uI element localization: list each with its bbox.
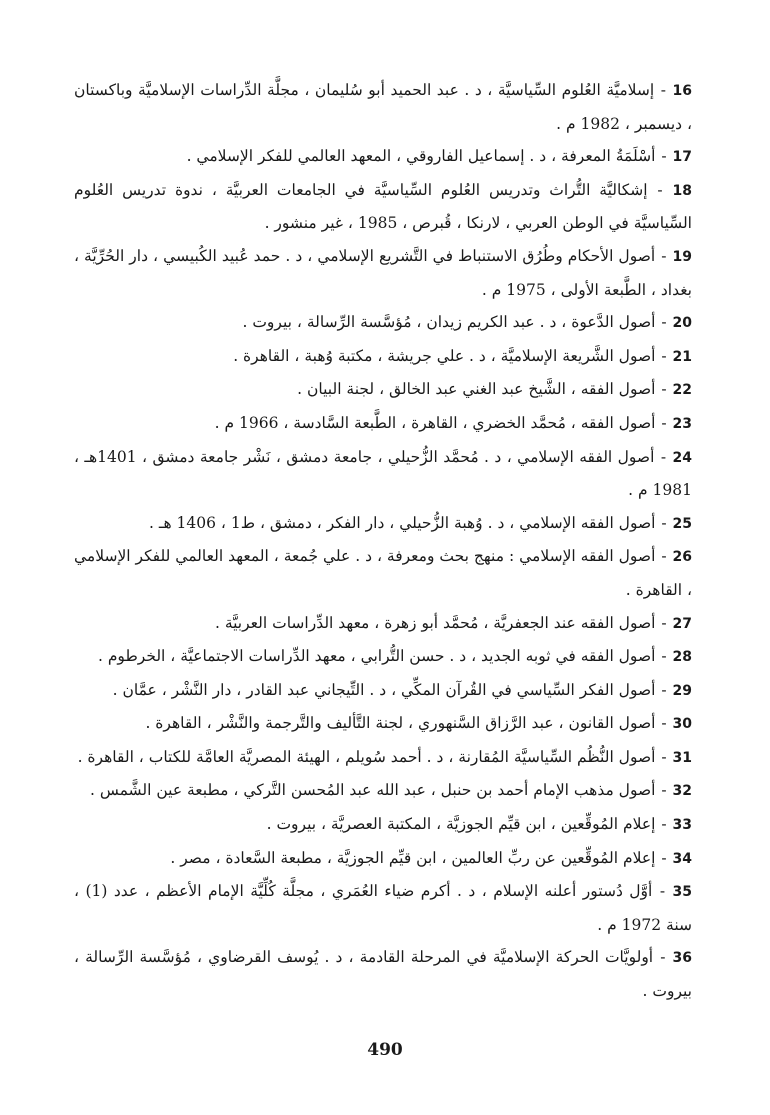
reference-text: إعلام المُوقِّعين عن ربِّ العالمين ، ابن قيِّم الجوزيَّة ، مطبعة السَّعادة ، مصر .	[170, 848, 656, 867]
reference-number: 36	[672, 950, 693, 967]
reference-entry-28: 28 - أصول الفقه في ثوبه الجديد ، د . حسن التُّرابي ، معهد الدِّراسات الاجتماعيَّة ، الخرطوم .	[97, 647, 692, 666]
reference-text: أصول الفقه عند الجعفريَّة ، مُحمَّد أبو زهرة ، معهد الدِّراسات العربيَّة .	[214, 613, 656, 632]
reference-entry-23: 23 - أصول الفقه ، مُحمَّد الخضري ، القاهرة ، الطَّبعة السَّادسة ، 1966 م .	[214, 413, 692, 432]
reference-text: إسلاميَّة العُلوم السِّياسيَّة ، د . عبد الحميد أبو سُليمان ، مجلَّة الدِّراسات الإسلاميَّة وباكستان ، ديسمبر ، 1982 م .	[74, 81, 692, 133]
reference-number: 26	[672, 549, 693, 566]
reference-text: أصول الفقه الإسلامي ، د . وُهبة الزُّحيلي ، دار الفكر ، دمشق ، ط1 ، 1406 هـ .	[149, 513, 656, 532]
reference-text: أسْلَمَةُ المعرفة ، د . إسماعيل الفاروقي ، المعهد العالمي للفكر الإسلامي .	[186, 147, 656, 166]
reference-text: إشكاليَّة التُّراث وتدريس العُلوم السِّياسيَّة في الجامعات العربيَّة ، ندوة تدريس العُلوم السِّياسيَّة في الوطن العربي ، لارنكا ، قُبرص ، 1985 ، غير منشور .	[74, 180, 692, 233]
reference-number: 16	[672, 83, 692, 99]
reference-entry-35: 35 - أوَّل دُستور أعلنه الإسلام ، د . أكرم ضياء العُمَري ، مجلَّة كُلِّيَّة الإمام الأعظم ، عدد (1) ، سنة 1972 م .	[74, 882, 692, 934]
reference-text: أصول الشَّريعة الإسلاميَّة ، د . علي جريشة ، مكتبة وُهبة ، القاهرة .	[233, 346, 656, 365]
reference-number: 34	[672, 850, 692, 867]
reference-text: أصول الفقه ، مُحمَّد الخضري ، القاهرة ، الطَّبعة السَّادسة ، 1966 م .	[214, 413, 656, 432]
reference-entry-33: 33 - إعلام المُوقِّعين ، ابن قيِّم الجوزيَّة ، المكتبة العصريَّة ، بيروت .	[266, 815, 692, 834]
reference-text: أصول الأحكام وطُرُق الاستنباط في التَّشريع الإسلامي ، د . حمد عُبيد الكُبيسي ، دار الحُرِّيَّة ، بغداد ، الطَّبعة الأولى ، 1975 م .	[74, 246, 692, 299]
reference-number: 23	[672, 415, 692, 432]
reference-text: أوَّل دُستور أعلنه الإسلام ، د . أكرم ضياء العُمَري ، مجلَّة كُلِّيَّة الإمام الأعظم ، عدد (1) ، سنة 1972 م .	[74, 882, 692, 934]
reference-entry-27: 27 - أصول الفقه عند الجعفريَّة ، مُحمَّد أبو زهرة ، معهد الدِّراسات العربيَّة .	[214, 613, 692, 632]
reference-entry-29: 29 - أصول الفكر السِّياسي في القُرآن المكِّي ، د . التِّيجاني عبد القادر ، دار النَّشْر ، عمَّان .	[112, 680, 692, 699]
reference-text: أصول الفقه ، الشَّيخ عبد الغني عبد الخالق ، لجنة البيان .	[297, 380, 656, 399]
reference-entry-36: 36 - أولويَّات الحركة الإسلاميَّة في المرحلة القادمة ، د . يُوسف القرضاوي ، مُؤسَّسة الرِّسالة ، بيروت .	[74, 948, 693, 1001]
reference-number: 20	[672, 315, 692, 332]
reference-entry-31: 31 - أصول النُّظُم السِّياسيَّة المُقارنة ، د . أحمد سُويلم ، الهيئة المصريَّة العامَّة للكتاب ، القاهرة .	[77, 747, 692, 766]
reference-list	[74, 74, 692, 1008]
reference-entry-22: 22 - أصول الفقه ، الشَّيخ عبد الغني عبد الخالق ، لجنة البيان .	[297, 380, 692, 399]
reference-text: أصول الفقه في ثوبه الجديد ، د . حسن التُّرابي ، معهد الدِّراسات الاجتماعيَّة ، الخرطوم .	[97, 647, 656, 666]
reference-text: أصول الدَّعوة ، د . عبد الكريم زيدان ، مُؤسَّسة الرِّسالة ، بيروت .	[242, 313, 656, 332]
reference-text: إعلام المُوقِّعين ، ابن قيِّم الجوزيَّة ، المكتبة العصريَّة ، بيروت .	[266, 815, 656, 834]
reference-entry-20: 20 - أصول الدَّعوة ، د . عبد الكريم زيدان ، مُؤسَّسة الرِّسالة ، بيروت .	[242, 313, 692, 332]
reference-number: 31	[672, 749, 692, 766]
reference-number: 24	[672, 449, 692, 466]
reference-text: أصول النُّظُم السِّياسيَّة المُقارنة ، د . أحمد سُويلم ، الهيئة المصريَّة العامَّة للكتاب ، القاهرة .	[77, 747, 656, 766]
reference-text: أولويَّات الحركة الإسلاميَّة في المرحلة القادمة ، د . يُوسف القرضاوي ، مُؤسَّسة الرِّسالة ، بيروت .	[74, 948, 692, 1001]
reference-text: أصول القانون ، عبد الرَّزاق السَّنهوري ، لجنة التَّأليف والتَّرجمة والنَّشْر ، القاهرة .	[145, 714, 656, 733]
reference-number: 21	[672, 348, 692, 365]
reference-entry-34: 34 - إعلام المُوقِّعين عن ربِّ العالمين ، ابن قيِّم الجوزيَّة ، مطبعة السَّعادة ، مصر .	[170, 848, 692, 867]
reference-number: 22	[672, 382, 692, 399]
reference-number: 33	[672, 817, 692, 834]
reference-entry-24: 24 - أصول الفقه الإسلامي ، د . مُحمَّد الزُّحيلي ، جامعة دمشق ، نَشْر جامعة دمشق ، 1401هـ ، 1981 م .	[74, 447, 692, 500]
reference-number: 18	[672, 182, 692, 199]
reference-number: 32	[672, 783, 692, 800]
reference-text: أصول مذهب الإمام أحمد بن حنبل ، عبد الله عبد المُحسن التَّركي ، مطبعة عين الشَّمس .	[89, 781, 656, 800]
page-number: 490	[367, 1040, 403, 1060]
reference-number: 19	[672, 248, 693, 265]
reference-number: 28	[672, 649, 692, 666]
reference-number: 29	[672, 682, 692, 699]
reference-number: 30	[672, 716, 692, 733]
reference-entry-18: 18 - إشكاليَّة التُّراث وتدريس العُلوم السِّياسيَّة في الجامعات العربيَّة ، ندوة تدريس العُلوم السِّياسيَّة في الوطن العربي ، لارنكا ، قُبرص ، 1985 ، غير منشور .	[74, 180, 692, 233]
reference-number: 17	[672, 149, 692, 166]
reference-entry-32: 32 - أصول مذهب الإمام أحمد بن حنبل ، عبد الله عبد المُحسن التَّركي ، مطبعة عين الشَّمس .	[89, 781, 692, 800]
reference-entry-17: 17 - أسْلَمَةُ المعرفة ، د . إسماعيل الفاروقي ، المعهد العالمي للفكر الإسلامي .	[186, 147, 692, 166]
reference-number: 27	[672, 615, 692, 632]
reference-text: أصول الفكر السِّياسي في القُرآن المكِّي ، د . التِّيجاني عبد القادر ، دار النَّشْر ، عمَّان .	[112, 680, 656, 699]
reference-entry-19: 19 - أصول الأحكام وطُرُق الاستنباط في التَّشريع الإسلامي ، د . حمد عُبيد الكُبيسي ، دار الحُرِّيَّة ، بغداد ، الطَّبعة الأولى ، 1975 م .	[74, 246, 693, 299]
reference-text: أصول الفقه الإسلامي ، د . مُحمَّد الزُّحيلي ، جامعة دمشق ، نَشْر جامعة دمشق ، 1401هـ ، 1981 م .	[74, 447, 692, 500]
reference-entry-26: 26 - أصول الفقه الإسلامي : منهج بحث ومعرفة ، د . علي جُمعة ، المعهد العالمي للفكر الإسلامي ، القاهرة .	[74, 547, 693, 599]
reference-entry-30: 30 - أصول القانون ، عبد الرَّزاق السَّنهوري ، لجنة التَّأليف والتَّرجمة والنَّشْر ، القاهرة .	[145, 714, 692, 733]
reference-number: 25	[672, 515, 692, 532]
reference-entry-16: 16 - إسلاميَّة العُلوم السِّياسيَّة ، د . عبد الحميد أبو سُليمان ، مجلَّة الدِّراسات الإسلاميَّة وباكستان ، ديسمبر ، 1982 م .	[74, 81, 692, 133]
reference-number: 35	[672, 884, 692, 901]
reference-entry-21: 21 - أصول الشَّريعة الإسلاميَّة ، د . علي جريشة ، مكتبة وُهبة ، القاهرة .	[233, 346, 692, 365]
reference-entry-25: 25 - أصول الفقه الإسلامي ، د . وُهبة الزُّحيلي ، دار الفكر ، دمشق ، ط1 ، 1406 هـ .	[149, 513, 692, 532]
reference-text: أصول الفقه الإسلامي : منهج بحث ومعرفة ، د . علي جُمعة ، المعهد العالمي للفكر الإسلامي ، القاهرة .	[74, 547, 692, 599]
